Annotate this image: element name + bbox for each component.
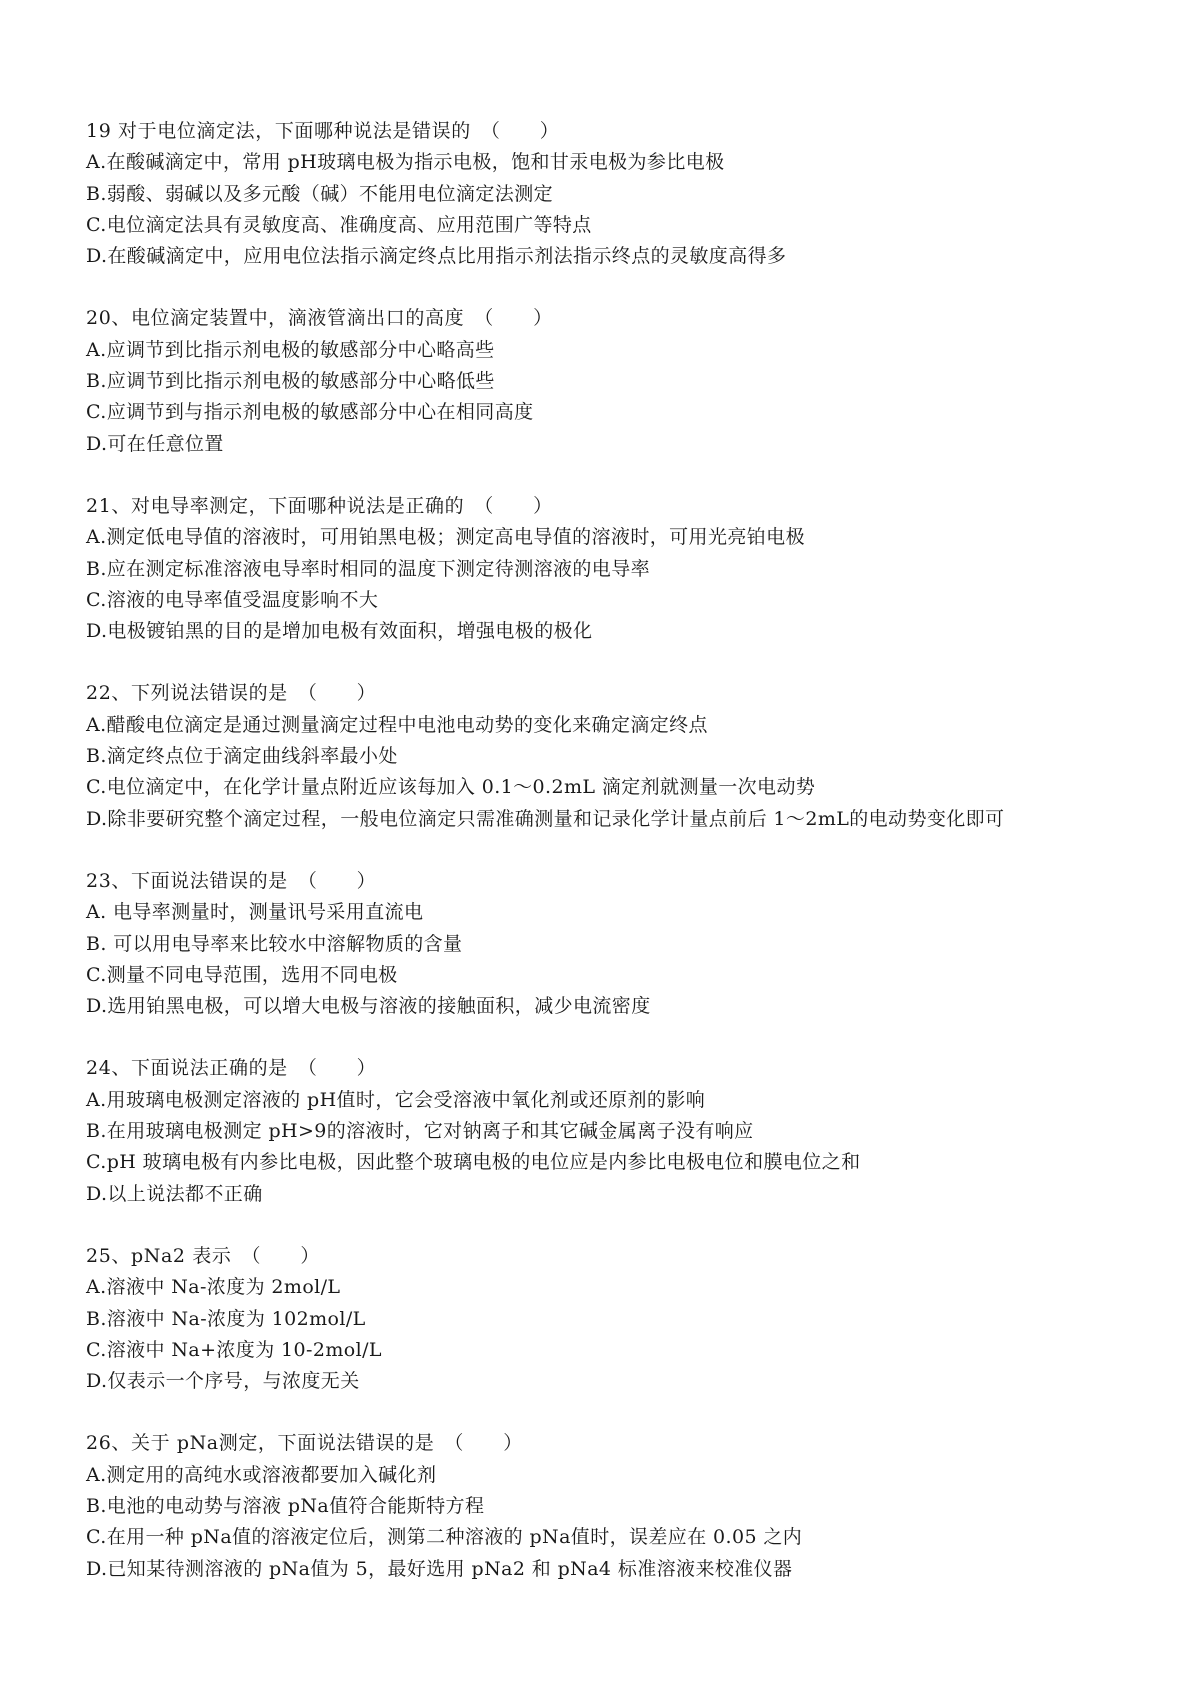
option-a: A.应调节到比指示剂电极的敏感部分中心略高些 [86, 338, 495, 361]
option-c: C.应调节到与指示剂电极的敏感部分中心在相同高度 [86, 401, 534, 424]
option-a: A.测定用的高纯水或溶液都要加入碱化剂 [86, 1463, 437, 1486]
option-b: B.电池的电动势与溶液 pNa值符合能斯特方程 [86, 1494, 485, 1517]
question-20 [86, 303, 1126, 459]
question-23 [86, 866, 1126, 1022]
question-stem: 20、电位滴定装置中，滴液管滴出口的高度 （ ） [86, 307, 553, 330]
option-d: D.可在任意位置 [86, 432, 224, 455]
option-b: B.在用玻璃电极测定 pH>9的溶液时，它对钠离子和其它碱金属离子没有响应 [86, 1120, 754, 1143]
option-a: A.醋酸电位滴定是通过测量滴定过程中电池电动势的变化来确定滴定终点 [86, 713, 708, 736]
option-c: C.pH 玻璃电极有内参比电极，因此整个玻璃电极的电位应是内参比电极电位和膜电位之和 [86, 1151, 861, 1174]
question-stem: 21、对电导率测定，下面哪种说法是正确的 （ ） [86, 494, 553, 517]
question-stem: 23、下面说法错误的是 （ ） [86, 869, 377, 892]
question-stem: 25、pNa2 表示 （ ） [86, 1244, 320, 1267]
option-d: D.已知某待测溶液的 pNa值为 5，最好选用 pNa2 和 pNa4 标准溶液来校准仪器 [86, 1557, 793, 1580]
option-c: C.溶液的电导率值受温度影响不大 [86, 588, 379, 611]
option-b: B.弱酸、弱碱以及多元酸（碱）不能用电位滴定法测定 [86, 182, 554, 205]
question-stem: 26、关于 pNa测定，下面说法错误的是 （ ） [86, 1432, 523, 1455]
option-a: A.溶液中 Na-浓度为 2mol/L [86, 1276, 341, 1299]
question-stem: 19 对于电位滴定法，下面哪种说法是错误的 （ ） [86, 120, 560, 142]
question-19 [86, 116, 1126, 272]
option-d: D.在酸碱滴定中，应用电位法指示滴定终点比用指示剂法指示终点的灵敏度高得多 [86, 245, 787, 268]
question-21 [86, 491, 1126, 647]
option-c: C.溶液中 Na+浓度为 10-2mol/L [86, 1338, 382, 1361]
option-d: D.电极镀铂黑的目的是增加电极有效面积，增强电极的极化 [86, 620, 593, 643]
option-d: D.除非要研究整个滴定过程，一般电位滴定只需准确测量和记录化学计量点前后 1～2mL的电动势变化即可 [86, 807, 1005, 830]
option-c: C.在用一种 pNa值的溶液定位后，测第二种溶液的 pNa值时，误差应在 0.05 之内 [86, 1526, 803, 1549]
question-25 [86, 1241, 1126, 1397]
question-26 [86, 1428, 1126, 1584]
option-b: B.溶液中 Na-浓度为 102mol/L [86, 1307, 366, 1330]
document-page [86, 116, 1126, 1616]
option-a: A.测定低电导值的溶液时，可用铂黑电极；测定高电导值的溶液时，可用光亮铂电极 [86, 526, 805, 549]
option-a: A.在酸碱滴定中，常用 pH玻璃电极为指示电极，饱和甘汞电极为参比电极 [86, 151, 725, 174]
question-stem: 24、下面说法正确的是 （ ） [86, 1057, 377, 1080]
option-a: A. 电导率测量时，测量讯号采用直流电 [86, 901, 424, 924]
option-d: D.仅表示一个序号，与浓度无关 [86, 1370, 360, 1393]
question-stem: 22、下列说法错误的是 （ ） [86, 682, 377, 705]
option-a: A.用玻璃电极测定溶液的 pH值时，它会受溶液中氧化剂或还原剂的影响 [86, 1088, 706, 1111]
option-c: C.电位滴定法具有灵敏度高、准确度高、应用范围广等特点 [86, 213, 592, 236]
option-b: B.应调节到比指示剂电极的敏感部分中心略低些 [86, 370, 495, 393]
option-b: B.应在测定标准溶液电导率时相同的温度下测定待测溶液的电导率 [86, 557, 651, 580]
question-24 [86, 1053, 1126, 1209]
option-b: B. 可以用电导率来比较水中溶解物质的含量 [86, 932, 463, 955]
option-d: D.选用铂黑电极，可以增大电极与溶液的接触面积，减少电流密度 [86, 995, 651, 1018]
option-d: D.以上说法都不正确 [86, 1182, 263, 1205]
option-b: B.滴定终点位于滴定曲线斜率最小处 [86, 745, 398, 768]
option-c: C.电位滴定中，在化学计量点附近应该每加入 0.1～0.2mL 滴定剂就测量一次电动势 [86, 776, 816, 799]
option-c: C.测量不同电导范围，选用不同电极 [86, 963, 398, 986]
question-22 [86, 678, 1126, 834]
